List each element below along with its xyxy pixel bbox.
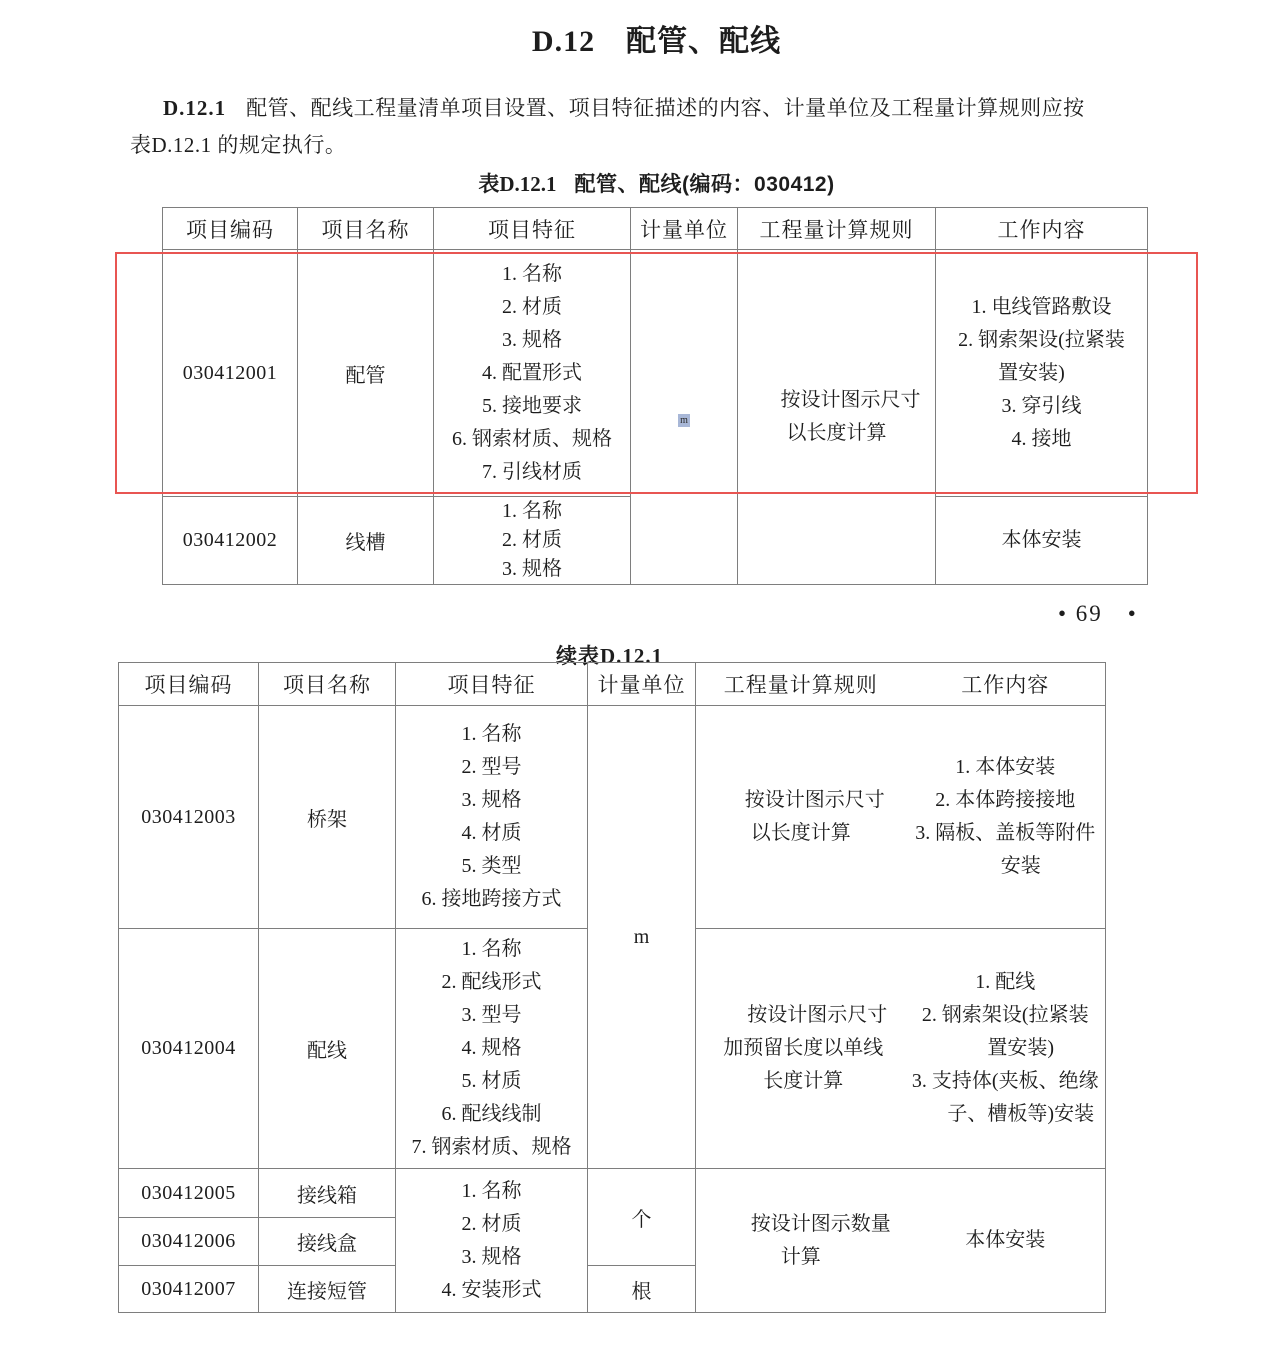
rule-cell xyxy=(696,1169,906,1313)
unit-cell xyxy=(631,250,738,585)
code-cell: 030412004 xyxy=(119,929,259,1169)
table2-caption: 续表D.12.1 xyxy=(556,644,664,668)
name-cell: 线槽 xyxy=(298,497,434,585)
feature-line: 4. 配置形式 xyxy=(482,361,582,384)
page-title: D.12 配管、配线 xyxy=(531,25,782,58)
work-line: 4. 接地 xyxy=(1011,427,1072,450)
rule-cell xyxy=(696,929,906,1169)
code-cell: 030412001 xyxy=(163,250,298,497)
feature-line: 6. 配线线制 xyxy=(441,1103,542,1125)
unit-cell: 根 xyxy=(588,1266,696,1313)
feature-line: 2. 配线形式 xyxy=(441,971,542,993)
work-line: 本体安装 xyxy=(1001,529,1082,551)
work-line: 3. 隔板、盖板等附件 xyxy=(915,822,1096,844)
name-cell: 接线箱 xyxy=(259,1169,396,1218)
rule-line: 以长度计算 xyxy=(786,422,887,444)
work-cell xyxy=(936,497,1148,585)
header-item-features: 项目特征 xyxy=(434,208,631,250)
feature-line: 7. 引线材质 xyxy=(482,460,582,483)
header-work-content: 工作内容 xyxy=(906,663,1106,706)
header-calc-rule: 工程量计算规则 xyxy=(738,208,936,250)
rule-cell xyxy=(696,706,906,929)
feature-line: 2. 材质 xyxy=(502,295,562,318)
features-cell xyxy=(396,929,588,1169)
header-item-name: 项目名称 xyxy=(259,663,396,706)
feature-line: 3. 规格 xyxy=(461,789,522,811)
rule-line: 按设计图示尺寸 xyxy=(747,1004,888,1026)
work-line: 3. 支持体(夹板、绝缘 xyxy=(911,1070,1099,1092)
feature-line: 4. 材质 xyxy=(461,822,522,844)
clause-line-2: 表D.12.1 的规定执行。 xyxy=(130,133,347,157)
unit-value-selected: m xyxy=(680,414,688,426)
code-cell: 030412005 xyxy=(119,1169,259,1218)
code-cell: 030412006 xyxy=(119,1218,259,1266)
code-cell: 030412002 xyxy=(163,497,298,585)
table2-header-row xyxy=(119,663,1106,706)
table-row xyxy=(119,706,1106,929)
name-cell: 配线 xyxy=(259,929,396,1169)
feature-line: 6. 钢索材质、规格 xyxy=(452,427,612,450)
work-line: 置安装) xyxy=(998,361,1065,384)
table-d12-1-continued xyxy=(118,662,1106,1313)
feature-line: 4. 规格 xyxy=(461,1037,522,1059)
rule-line: 按设计图示尺寸 xyxy=(780,389,921,411)
name-cell: 桥架 xyxy=(259,706,396,929)
rule-line: 计算 xyxy=(780,1245,821,1268)
work-line: 2. 本体跨接接地 xyxy=(935,789,1076,811)
table1-caption-number: 表D.12.1 xyxy=(478,172,557,196)
feature-line: 3. 规格 xyxy=(502,328,562,351)
features-cell xyxy=(396,706,588,929)
work-cell xyxy=(906,929,1106,1169)
table1-caption xyxy=(163,168,1150,198)
feature-line: 2. 材质 xyxy=(461,1212,522,1235)
clause-line-1 xyxy=(130,90,1170,127)
work-cell xyxy=(906,1169,1106,1313)
features-cell xyxy=(396,1169,588,1313)
unit-cell: m xyxy=(588,706,696,1169)
rule-line: 按设计图示尺寸 xyxy=(744,789,885,811)
work-line: 3. 穿引线 xyxy=(1001,394,1082,417)
work-line: 置安装) xyxy=(987,1037,1055,1059)
features-cell xyxy=(434,250,631,497)
work-line: 2. 钢索架设(拉紧装 xyxy=(958,328,1125,351)
feature-line: 6. 接地跨接方式 xyxy=(421,888,562,910)
feature-line: 1. 名称 xyxy=(461,1179,522,1202)
page-number: • 69 • xyxy=(1058,601,1138,626)
feature-line: 2. 材质 xyxy=(502,529,562,551)
feature-line: 5. 材质 xyxy=(461,1070,522,1092)
table1-header-row xyxy=(163,208,1148,250)
header-work-content: 工作内容 xyxy=(936,208,1148,250)
clause-number: D.12.1 xyxy=(163,96,227,120)
header-unit: 计量单位 xyxy=(588,663,696,706)
table-row xyxy=(163,250,1148,497)
work-line: 1. 本体安装 xyxy=(955,756,1056,778)
rule-line: 以长度计算 xyxy=(750,822,851,844)
feature-line: 1. 名称 xyxy=(502,500,562,522)
feature-line: 2. 型号 xyxy=(461,756,522,778)
feature-line: 4. 安装形式 xyxy=(441,1278,542,1301)
header-item-code: 项目编码 xyxy=(119,663,259,706)
feature-line: 7. 钢索材质、规格 xyxy=(411,1136,572,1158)
feature-line: 3. 型号 xyxy=(461,1004,522,1026)
name-cell: 连接短管 xyxy=(259,1266,396,1313)
unit-cell: 个 xyxy=(588,1169,696,1266)
features-cell xyxy=(434,497,631,585)
work-line: 安装 xyxy=(1000,855,1041,877)
table-d12-1 xyxy=(162,207,1148,585)
clause-paragraph xyxy=(130,90,1170,164)
work-cell xyxy=(936,250,1148,497)
header-item-name: 项目名称 xyxy=(298,208,434,250)
feature-line: 5. 接地要求 xyxy=(482,394,582,417)
code-cell: 030412007 xyxy=(119,1266,259,1313)
work-line: 本体安装 xyxy=(965,1229,1046,1251)
work-line: 2. 钢索架设(拉紧装 xyxy=(921,1004,1089,1026)
header-calc-rule: 工程量计算规则 xyxy=(696,663,906,706)
table1-caption-title: 配管、配线(编码：030412) xyxy=(574,173,835,196)
header-unit: 计量单位 xyxy=(631,208,738,250)
feature-line: 3. 规格 xyxy=(461,1245,522,1268)
table-row xyxy=(119,1169,1106,1218)
code-cell: 030412003 xyxy=(119,706,259,929)
clause-text: 配管、配线工程量清单项目设置、项目特征描述的内容、计量单位及工程量计算规则应按 xyxy=(246,96,1085,120)
name-cell: 接线盒 xyxy=(259,1218,396,1266)
feature-line: 1. 名称 xyxy=(461,938,522,960)
header-item-code: 项目编码 xyxy=(163,208,298,250)
work-line: 1. 电线管路敷设 xyxy=(971,295,1112,318)
rule-cell xyxy=(738,250,936,585)
work-line: 子、槽板等)安装 xyxy=(947,1103,1095,1125)
rule-line: 加预留长度以单线 xyxy=(723,1037,884,1059)
header-item-features: 项目特征 xyxy=(396,663,588,706)
rule-line: 长度计算 xyxy=(763,1070,844,1092)
feature-line: 5. 类型 xyxy=(461,855,522,877)
rule-line: 按设计图示数量 xyxy=(750,1212,891,1235)
work-cell xyxy=(906,706,1106,929)
feature-line: 3. 规格 xyxy=(502,558,562,580)
feature-line: 1. 名称 xyxy=(461,723,522,745)
work-line: 1. 配线 xyxy=(975,971,1036,993)
name-cell: 配管 xyxy=(298,250,434,497)
feature-line: 1. 名称 xyxy=(502,262,562,285)
